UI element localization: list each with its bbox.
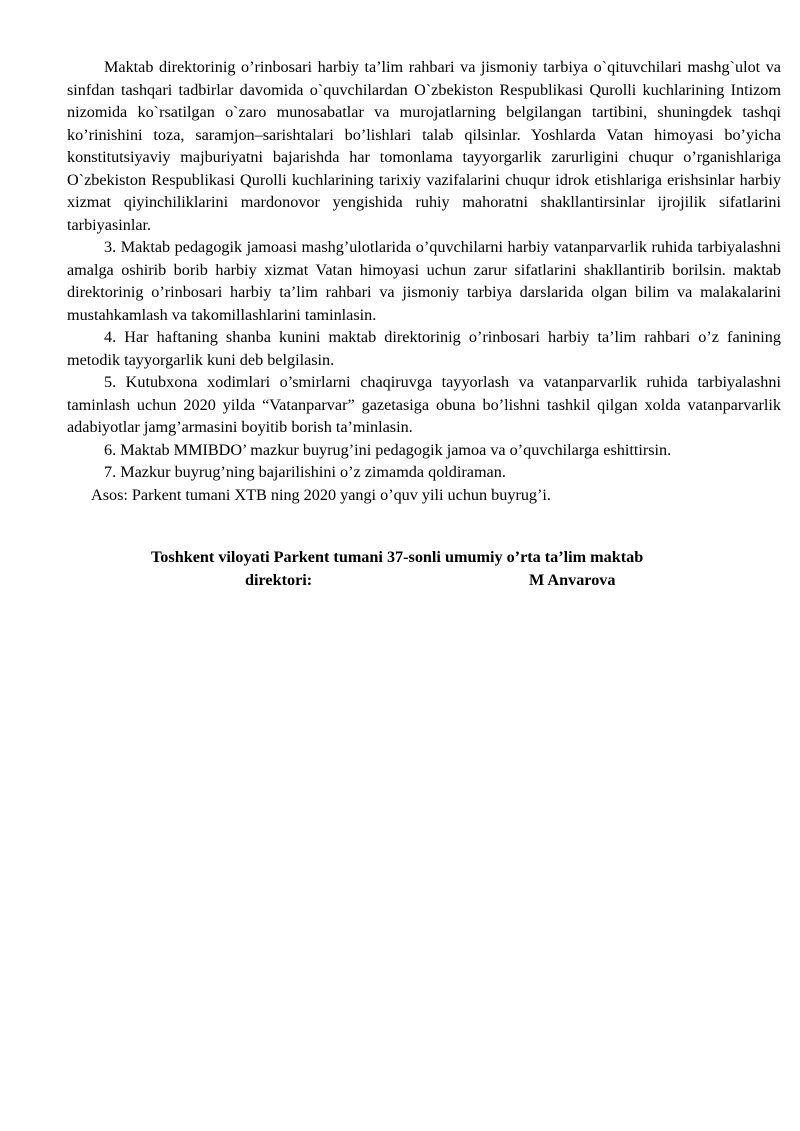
- paragraph-item-7: 7. Mazkur buyrug’ning bajarilishini o’z zimamda qoldiraman.: [104, 463, 506, 481]
- signature-role: direktori:: [245, 570, 313, 589]
- paragraph-item-6: 6. Maktab MMIBDO’ mazkur buyrug’ini pedagogik jamoa va o’quvchilarga eshittirsin.: [104, 440, 672, 459]
- document-body: [67, 56, 781, 506]
- paragraph-item-5: 5. Kutubxona xodimlari o’smirlarni chaqiruvga tayyorlash va vatanparvarlik ruhida tarbiyalashni taminlash uchun 2020 yilda “Vatanparvar” gazetasiga obuna bo’lishni tashkil qilgan xolda vatanparvarlik adabiyotlar jamg’armasini boyitib borish ta’minlasin.: [67, 373, 781, 436]
- paragraph-intro: Maktab direktorinig o’rinbosari harbiy ta’lim rahbari va jismoniy tarbiya o`qituvchilari mashg`ulot va sinfdan tashqari tadbirlar davomida o`quvchilardan O`zbekiston Respublikasi Qurolli kuchlarining Intizom nizomida ko`rsatilgan o`zaro munosabatlar va murojatlarning belgilangan tartibini, shuningdek tashqi ko’rinishini toza, saramjon–sarishtalari bo’lishlari talab qilsinlar. Yoshlarda Vatan himoyasi bo’yicha konstitutsiyaviy majburiyatni bajarishda har tomonlama tayyorgarlik zarurligini chuqur o’rganishlariga O`zbekiston Respublikasi Qurolli kuchlarining tarixiy vazifalarini chuqur idrok etishlariga erishsinlar harbiy xizmat qiyinchiliklarini mardonovor yengishida ruhiy mahoratni shakllantirsinlar ijrojilik sifatlarini tarbiyasinlar.: [67, 58, 781, 234]
- paragraph-item-4: 4. Har haftaning shanba kunini maktab direktorinig o’rinbosari harbiy ta’lim rahbari o’z fanining metodik tayyorgarlik kuni deb belgilasin.: [67, 328, 781, 369]
- signature-name: M Anvarova: [529, 570, 616, 589]
- paragraph-item-3: 3. Maktab pedagogik jamoasi mashg’ulotlarida o’quvchilarni harbiy vatanparvarlik ruhida tarbiyalashni amalga oshirib borib harbiy xizmat Vatan himoyasi uchun zarur sifatlarini shakllantirib borilsin. maktab direktorinig o’rinbosari harbiy ta’lim rahbari va jismoniy tarbiya darslarida olgan bilim va malakalarini mustahkamlash va takomillashlarini taminlasin.: [67, 238, 781, 324]
- signature-block: [67, 546, 781, 591]
- basis-line: Asos: Parkent tumani XTB ning 2020 yangi o’quv yili uchun buyrug’i.: [91, 485, 551, 504]
- signature-institution: Toshkent viloyati Parkent tumani 37-sonli umumiy o’rta ta’lim maktab: [151, 548, 644, 566]
- signature-row: [67, 569, 781, 592]
